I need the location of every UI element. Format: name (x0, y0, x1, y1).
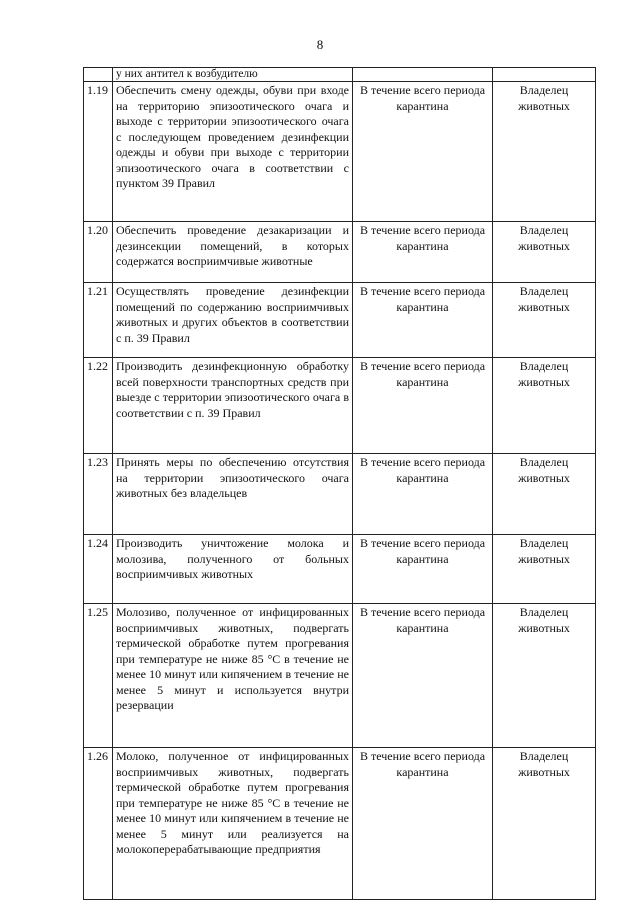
row-number-cell (84, 68, 113, 82)
row-responsible-cell: Владелец животных (493, 82, 596, 222)
row-text-cell: Молозиво, полученное от инфицированных восприимчивых животных, подвергать термической обработке путем прогревания при температуре не ниже 85 °С в течение не менее 10 минут или кипячением в течение не менее 5 минут и используется внутри резервации (113, 604, 353, 748)
row-number-cell: 1.25 (84, 604, 113, 748)
row-responsible-cell: Владелец животных (493, 283, 596, 358)
row-term-cell: В течение всего периода карантина (353, 222, 493, 283)
table-row (84, 82, 596, 222)
table-row (84, 604, 596, 748)
row-term-cell: В течение всего периода карантина (353, 283, 493, 358)
row-term-cell: В течение всего периода карантина (353, 82, 493, 222)
measures-table (83, 67, 596, 900)
table-row (84, 748, 596, 900)
row-term-cell: В течение всего периода карантина (353, 604, 493, 748)
row-responsible-cell (493, 68, 596, 82)
row-responsible-cell: Владелец животных (493, 222, 596, 283)
row-responsible-cell: Владелец животных (493, 535, 596, 604)
row-responsible-cell: Владелец животных (493, 604, 596, 748)
row-number-cell: 1.22 (84, 358, 113, 454)
row-number-cell: 1.24 (84, 535, 113, 604)
row-term-cell: В течение всего периода карантина (353, 358, 493, 454)
row-text-cell: Производить дезинфекционную обработку всей поверхности транспортных средств при выезде с территории эпизоотического очага в соответствии с п. 39 Правил (113, 358, 353, 454)
row-text-cell: Производить уничтожение молока и молозива, полученного от больных восприимчивых животных (113, 535, 353, 604)
row-term-cell: В течение всего периода карантина (353, 748, 493, 900)
row-term-cell: В течение всего периода карантина (353, 535, 493, 604)
table-row (84, 358, 596, 454)
row-text-cell: у них антител к возбудителю (113, 68, 353, 82)
row-text-cell: Принять меры по обеспечению отсутствия на территории эпизоотического очага животных без владельцев (113, 454, 353, 535)
row-term-cell: В течение всего периода карантина (353, 454, 493, 535)
row-text-cell: Осуществлять проведение дезинфекции помещений по содержанию восприимчивых животных и других объектов в соответствии с п. 39 Правил (113, 283, 353, 358)
row-text-cell: Обеспечить смену одежды, обуви при входе на территорию эпизоотического очага и выходе с территории эпизоотического очага с последующем проведением дезинфекции одежды и обуви при выходе с территории эпизоотического очага в соответствии с пунктом 39 Правил (113, 82, 353, 222)
row-number-cell: 1.20 (84, 222, 113, 283)
table-row (84, 535, 596, 604)
table-row (84, 222, 596, 283)
row-text-cell: Обеспечить проведение дезакаризации и дезинсекции помещений, в которых содержатся восприимчивые животные (113, 222, 353, 283)
row-number-cell: 1.21 (84, 283, 113, 358)
table-row (84, 283, 596, 358)
table-row-continuation (84, 68, 596, 82)
row-number-cell: 1.23 (84, 454, 113, 535)
row-term-cell (353, 68, 493, 82)
row-number-cell: 1.19 (84, 82, 113, 222)
row-responsible-cell: Владелец животных (493, 454, 596, 535)
table-row (84, 454, 596, 535)
page-number: 8 (316, 37, 324, 52)
row-number-cell: 1.26 (84, 748, 113, 900)
row-responsible-cell: Владелец животных (493, 748, 596, 900)
row-text-cell: Молоко, полученное от инфицированных восприимчивых животных, подвергать термической обработке путем прогревания при температуре не ниже 85 °С в течение не менее 10 минут или кипячением в течение не менее 5 минут или реализуется на молокоперерабатывающие предприятия (113, 748, 353, 900)
row-responsible-cell: Владелец животных (493, 358, 596, 454)
